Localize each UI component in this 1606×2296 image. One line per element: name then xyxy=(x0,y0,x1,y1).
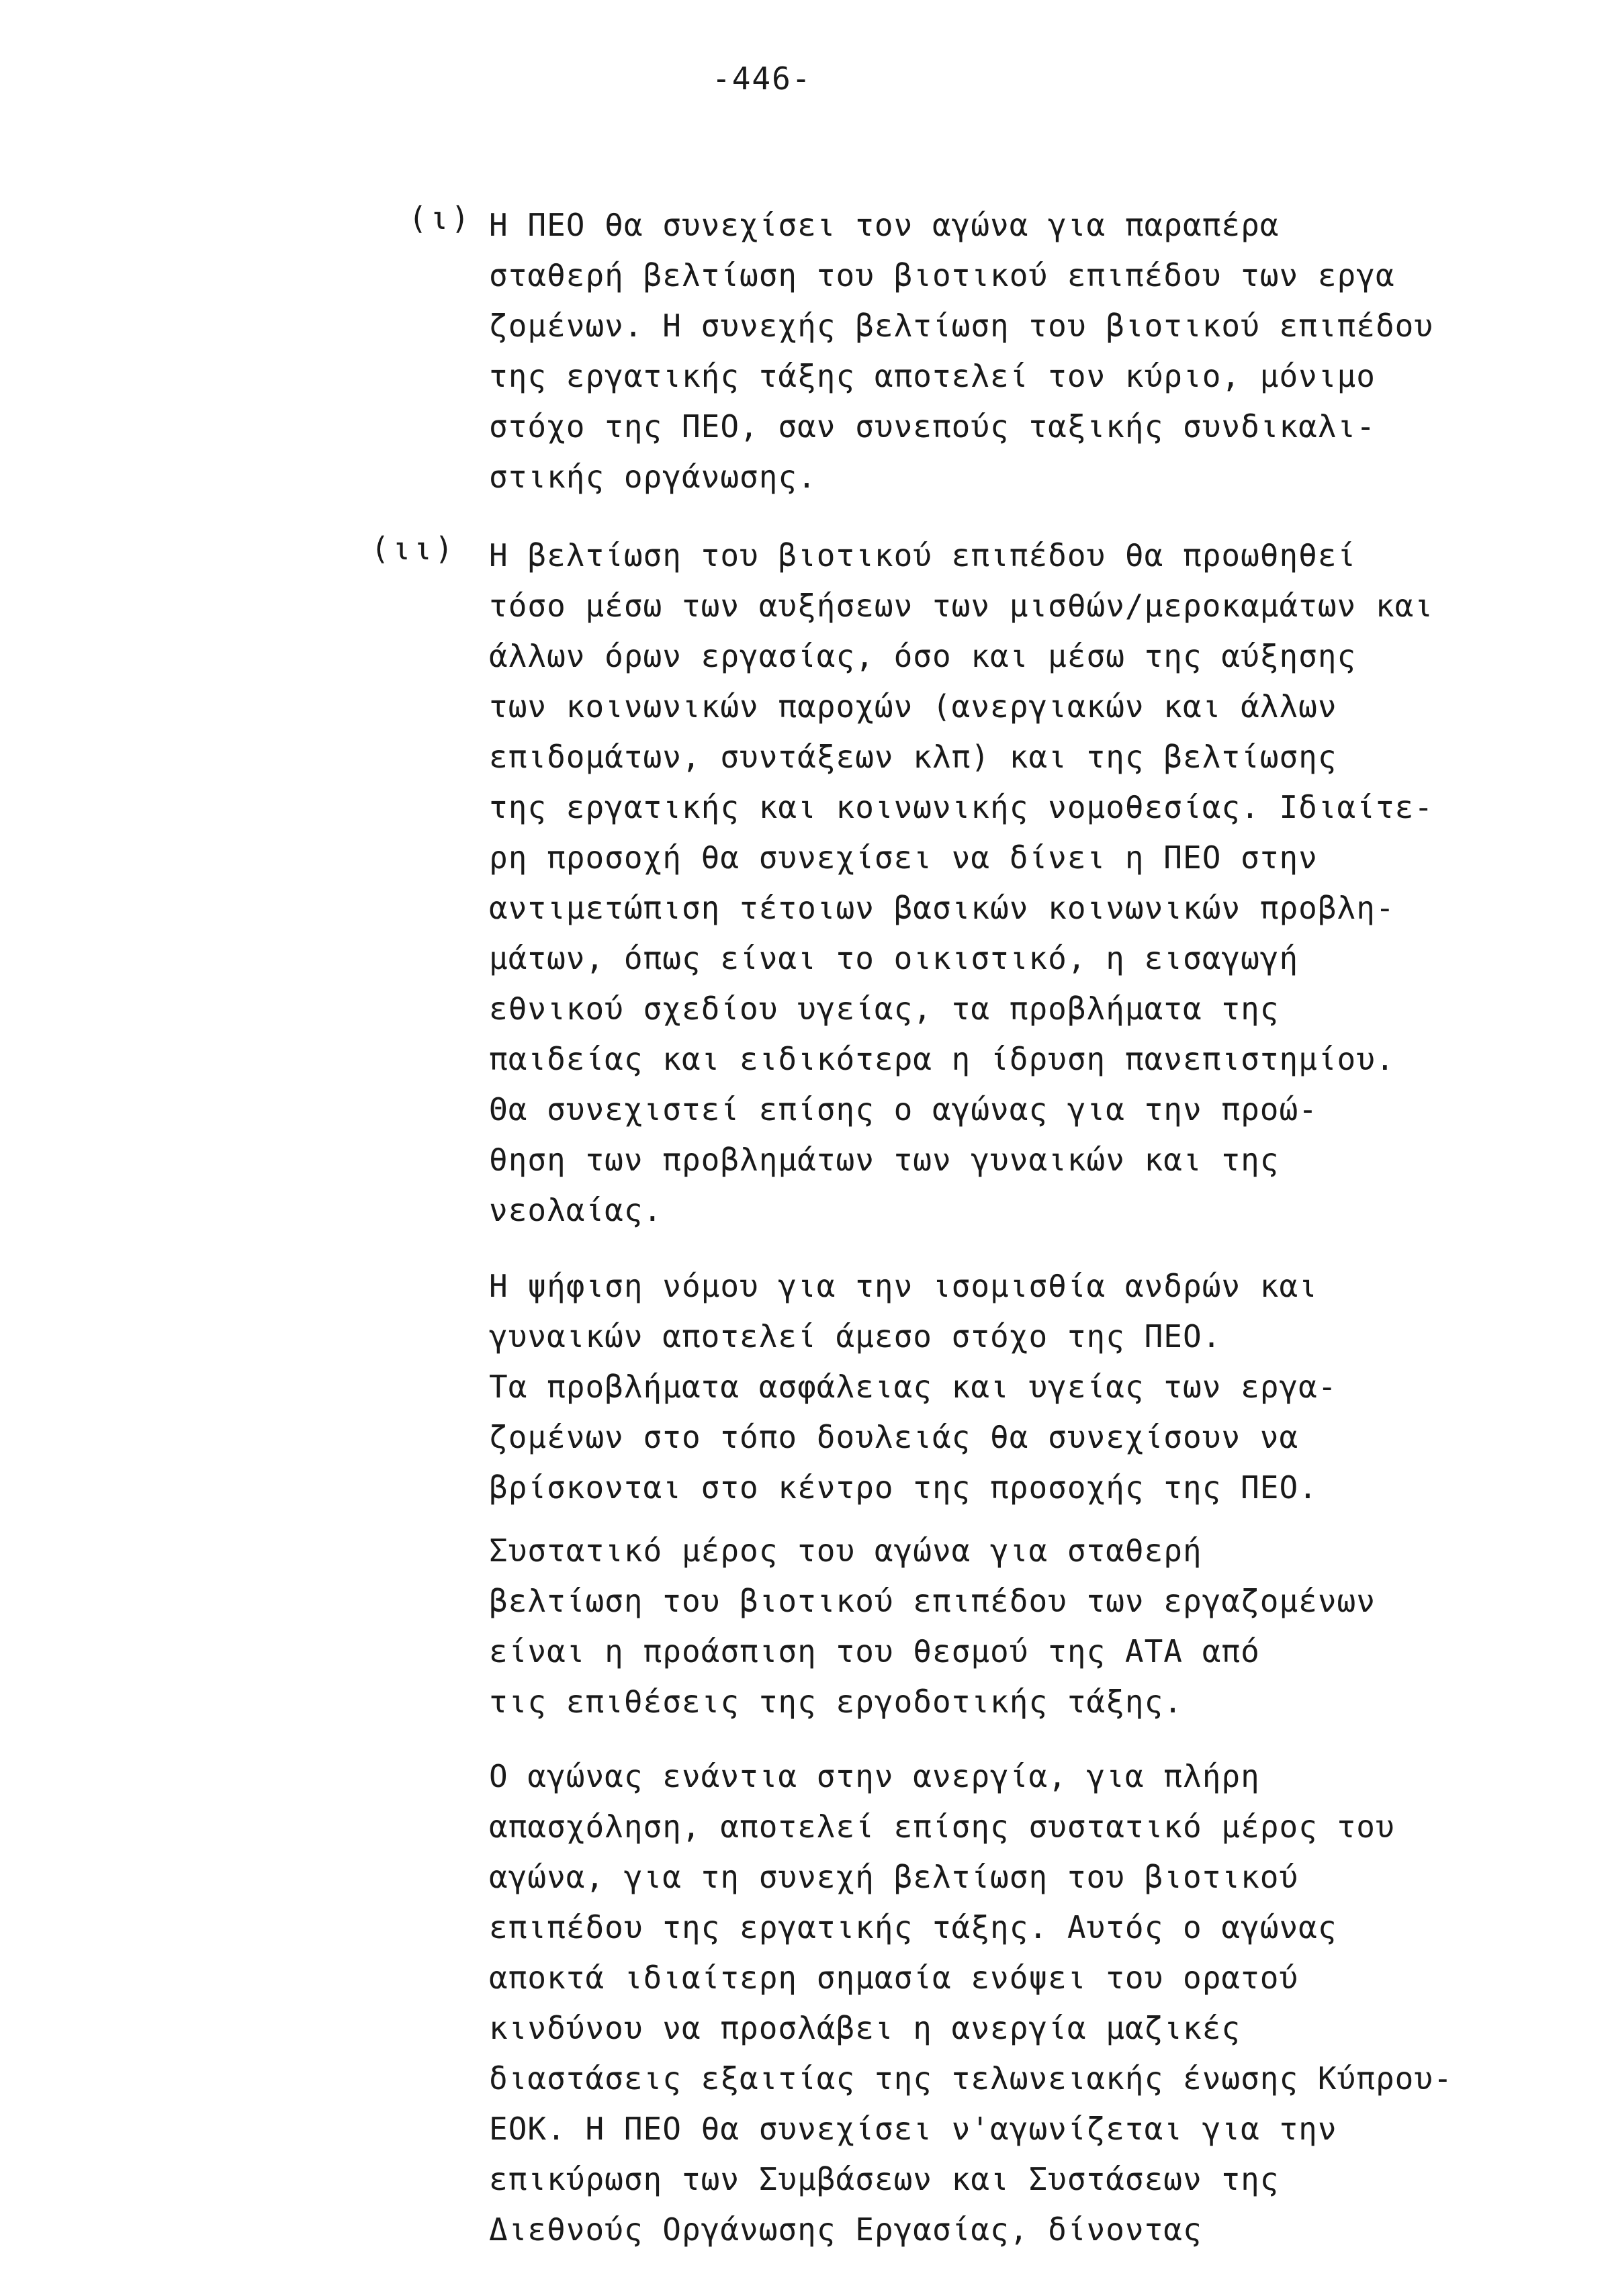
text-line: επιδομάτων, συντάξεων κλπ) και της βελτίωσης xyxy=(489,739,1337,775)
text-line: ζομένων στο τόπο δουλειάς θα συνεχίσουν να xyxy=(489,1419,1299,1455)
text-line: επιπέδου της εργατικής τάξης. Αυτός ο αγώνας xyxy=(489,1909,1337,1945)
text-line: στικής οργάνωσης. xyxy=(489,459,817,495)
page-number: -446- xyxy=(712,60,812,97)
text-line: είναι η προάσπιση του θεσμού της ΑΤΑ από xyxy=(489,1633,1260,1669)
item-marker-i: (ι) xyxy=(408,200,473,236)
item-ii-text xyxy=(489,531,1564,1236)
item-marker-ii: (ιι) xyxy=(371,531,456,567)
text-line: αγώνα, για τη συνεχή βελτίωση του βιοτικού xyxy=(489,1859,1299,1895)
text-line: Ο αγώνας ενάντια στην ανεργία, για πλήρη xyxy=(489,1758,1260,1794)
text-line: τις επιθέσεις της εργοδοτικής τάξης. xyxy=(489,1684,1183,1720)
paragraph-equal-pay xyxy=(489,1261,1564,1513)
text-line: άλλων όρων εργασίας, όσο και μέσω της αύξησης xyxy=(489,638,1357,674)
text-line: κινδύνου να προσλάβει η ανεργία μαζικές xyxy=(489,2010,1241,2046)
text-line: των κοινωνικών παροχών (ανεργιακών και άλλων xyxy=(489,688,1337,725)
text-line: ΕΟΚ. Η ΠΕΟ θα συνεχίσει ν'αγωνίζεται για την xyxy=(489,2111,1337,2147)
text-line: επικύρωση των Συμβάσεων και Συστάσεων της xyxy=(489,2161,1280,2197)
text-line: Θα συνεχιστεί επίσης ο αγώνας για την προώ- xyxy=(489,1091,1318,1128)
text-line: απασχόληση, αποτελεί επίσης συστατικό μέρος του xyxy=(489,1808,1395,1845)
item-i-text xyxy=(489,200,1564,502)
paragraph-unemployment xyxy=(489,1751,1564,2255)
text-line: ζομένων. Η συνεχής βελτίωση του βιοτικού επιπέδου xyxy=(489,308,1434,344)
text-line: Συστατικό μέρος του αγώνα για σταθερή xyxy=(489,1532,1202,1569)
text-line: της εργατικής τάξης αποτελεί τον κύριο, μόνιμο xyxy=(489,358,1376,394)
text-line: γυναικών αποτελεί άμεσο στόχο της ΠΕΟ. xyxy=(489,1318,1222,1354)
text-line: τόσο μέσω των αυξήσεων των μισθών/μεροκαμάτων και xyxy=(489,588,1434,624)
text-line: Διεθνούς Οργάνωσης Εργασίας, δίνοντας xyxy=(489,2211,1202,2248)
text-line: αποκτά ιδιαίτερη σημασία ενόψει του ορατού xyxy=(489,1960,1299,1996)
text-line: Η βελτίωση του βιοτικού επιπέδου θα προωθηθεί xyxy=(489,537,1357,573)
text-line: Η ψήφιση νόμου για την ισομισθία ανδρών και xyxy=(489,1268,1318,1304)
text-line: στόχο της ΠΕΟ, σαν συνεπούς ταξικής συνδικαλι- xyxy=(489,408,1376,445)
text-line: Η ΠΕΟ θα συνεχίσει τον αγώνα για παραπέρα xyxy=(489,207,1280,243)
paragraph-ata xyxy=(489,1526,1564,1727)
text-line: της εργατικής και κοινωνικής νομοθεσίας. Ιδιαίτε- xyxy=(489,789,1434,825)
text-line: εθνικού σχεδίου υγείας, τα προβλήματα της xyxy=(489,991,1280,1027)
text-line: σταθερή βελτίωση του βιοτικού επιπέδου των εργα xyxy=(489,257,1395,293)
text-line: Τα προβλήματα ασφάλειας και υγείας των εργα- xyxy=(489,1369,1337,1405)
text-line: βρίσκονται στο κέντρο της προσοχής της ΠΕΟ. xyxy=(489,1469,1318,1506)
text-line: νεολαίας. xyxy=(489,1192,663,1228)
text-line: διαστάσεις εξαιτίας της τελωνειακής ένωσης Κύπρου- xyxy=(489,2060,1453,2097)
text-line: ρη προσοχή θα συνεχίσει να δίνει η ΠΕΟ στην xyxy=(489,839,1318,876)
text-line: μάτων, όπως είναι το οικιστικό, η εισαγωγή xyxy=(489,940,1299,976)
text-line: βελτίωση του βιοτικού επιπέδου των εργαζομένων xyxy=(489,1583,1376,1619)
text-line: αντιμετώπιση τέτοιων βασικών κοινωνικών προβλη- xyxy=(489,890,1395,926)
text-line: θηση των προβλημάτων των γυναικών και της xyxy=(489,1142,1280,1178)
text-line: παιδείας και ειδικότερα η ίδρυση πανεπιστημίου. xyxy=(489,1041,1395,1077)
